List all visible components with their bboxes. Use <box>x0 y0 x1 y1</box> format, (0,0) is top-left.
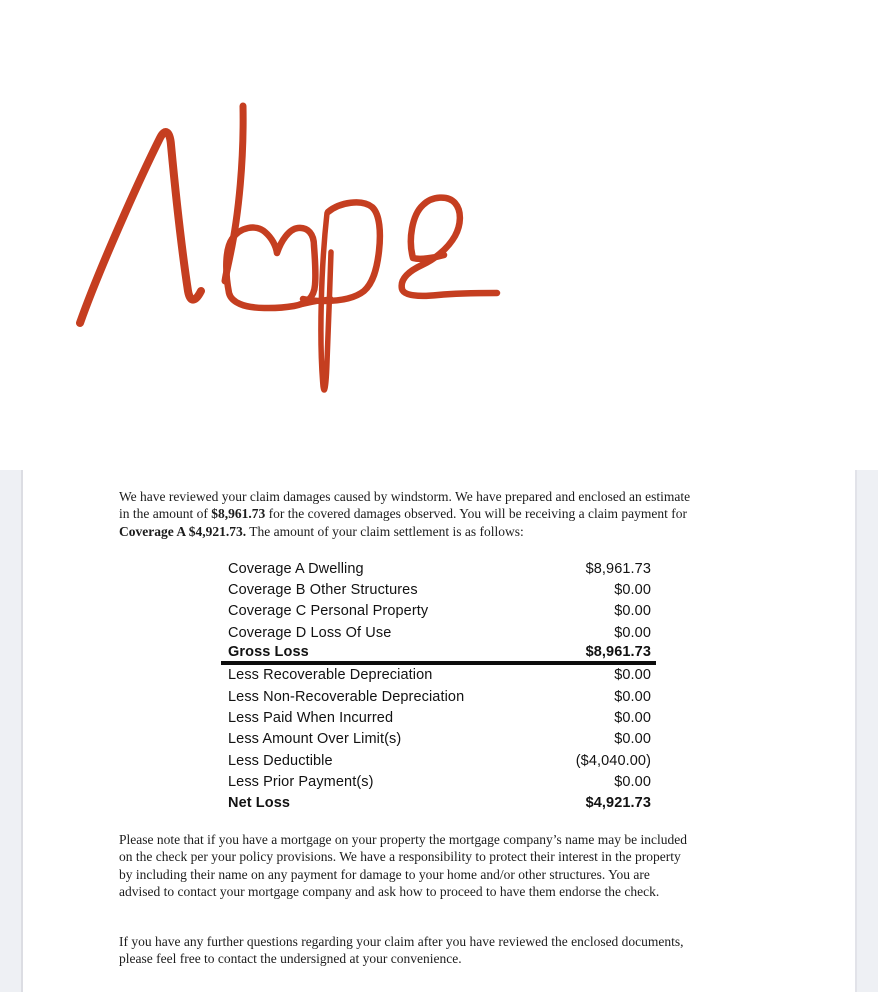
row-amount: $0.00 <box>614 774 651 791</box>
paragraph-line: Please note that if you have a mortgage on your property the mortgage company’s name may be included <box>119 832 687 847</box>
row-label: Gross Loss <box>228 644 309 661</box>
page-edge-shadow-left <box>0 470 23 992</box>
settlement-row <box>221 686 656 707</box>
row-label: Coverage C Personal Property <box>228 603 429 620</box>
settlement-row-net-loss <box>221 793 656 814</box>
row-label: Less Recoverable Depreciation <box>228 667 433 684</box>
row-amount: $8,961.73 <box>585 644 651 661</box>
paragraph-line: on the check per your policy provisions. We have a responsibility to protect their interest in the property <box>119 849 681 865</box>
nope-letter-n-stem-stroke <box>225 106 243 281</box>
nope-letter-o-stroke <box>226 228 315 309</box>
paragraph-line <box>119 505 690 522</box>
paragraph-line: We have reviewed your claim damages caused by windstorm. We have prepared and enclosed an estimate <box>119 489 691 504</box>
paragraph-line: If you have any further questions regarding your claim after you have reviewed the enclosed documents, <box>119 934 684 949</box>
settlement-row-gross-loss <box>221 643 656 664</box>
row-label: Net Loss <box>228 795 291 812</box>
row-label: Less Deductible <box>228 752 333 769</box>
row-label: Coverage D Loss Of Use <box>228 624 392 641</box>
line-text: for the covered damages observed. You will be receiving a claim payment for <box>265 506 687 522</box>
settlement-row <box>221 622 656 643</box>
nope-letter-o-exit-stroke <box>294 299 331 306</box>
nope-letter-p-stem-stroke <box>321 213 331 390</box>
settlement-row <box>221 771 656 792</box>
nope-letter-e-stroke <box>402 198 497 296</box>
row-label: Coverage B Other Structures <box>228 582 418 599</box>
settlement-row <box>221 665 656 686</box>
row-label: Less Amount Over Limit(s) <box>228 731 402 748</box>
row-amount: $0.00 <box>614 688 651 705</box>
settlement-row <box>221 707 656 728</box>
row-label: Coverage A Dwelling <box>228 560 364 577</box>
settlement-table <box>221 558 656 814</box>
nope-strokes <box>80 106 497 390</box>
row-amount: $8,961.73 <box>585 560 651 577</box>
row-label: Less Paid When Incurred <box>228 710 394 727</box>
coverage-a-payment-amount: Coverage A $4,921.73. <box>119 523 247 539</box>
paragraph-line: by including their name on any payment for damage to your home and/or other structures. You are <box>119 866 650 882</box>
row-amount: $0.00 <box>614 582 651 599</box>
row-amount: $0.00 <box>614 603 651 620</box>
row-amount: $0.00 <box>614 710 651 727</box>
closing-paragraph <box>119 933 684 968</box>
line-text: The amount of your claim settlement is as follows: <box>246 523 524 539</box>
row-amount: ($4,040.00) <box>575 752 651 769</box>
paragraph-line <box>119 523 690 540</box>
settlement-row <box>221 729 656 750</box>
settlement-row <box>221 601 656 622</box>
row-label: Less Prior Payment(s) <box>228 774 374 791</box>
line-text: in the amount of <box>119 506 212 522</box>
page-edge-shadow-right <box>855 470 878 992</box>
nope-letter-n-peak-stroke <box>80 132 201 323</box>
row-amount: $0.00 <box>614 624 651 641</box>
nope-letter-p-bowl-stroke <box>303 202 380 301</box>
paragraph-line: please feel free to contact the undersigned at your convenience. <box>119 951 462 967</box>
settlement-row <box>221 558 656 579</box>
estimate-amount: $8,961.73 <box>211 506 266 522</box>
paragraph-line: advised to contact your mortgage company and ask how to proceed to have them endorse the check. <box>119 884 660 900</box>
claim-intro-paragraph <box>119 488 690 540</box>
row-amount: $4,921.73 <box>585 795 651 812</box>
row-label: Less Non-Recoverable Depreciation <box>228 688 465 705</box>
row-amount: $0.00 <box>614 667 651 684</box>
row-amount: $0.00 <box>614 731 651 748</box>
mortgage-notice-paragraph <box>119 831 687 901</box>
settlement-row <box>221 579 656 600</box>
settlement-row-deductible <box>221 750 656 771</box>
